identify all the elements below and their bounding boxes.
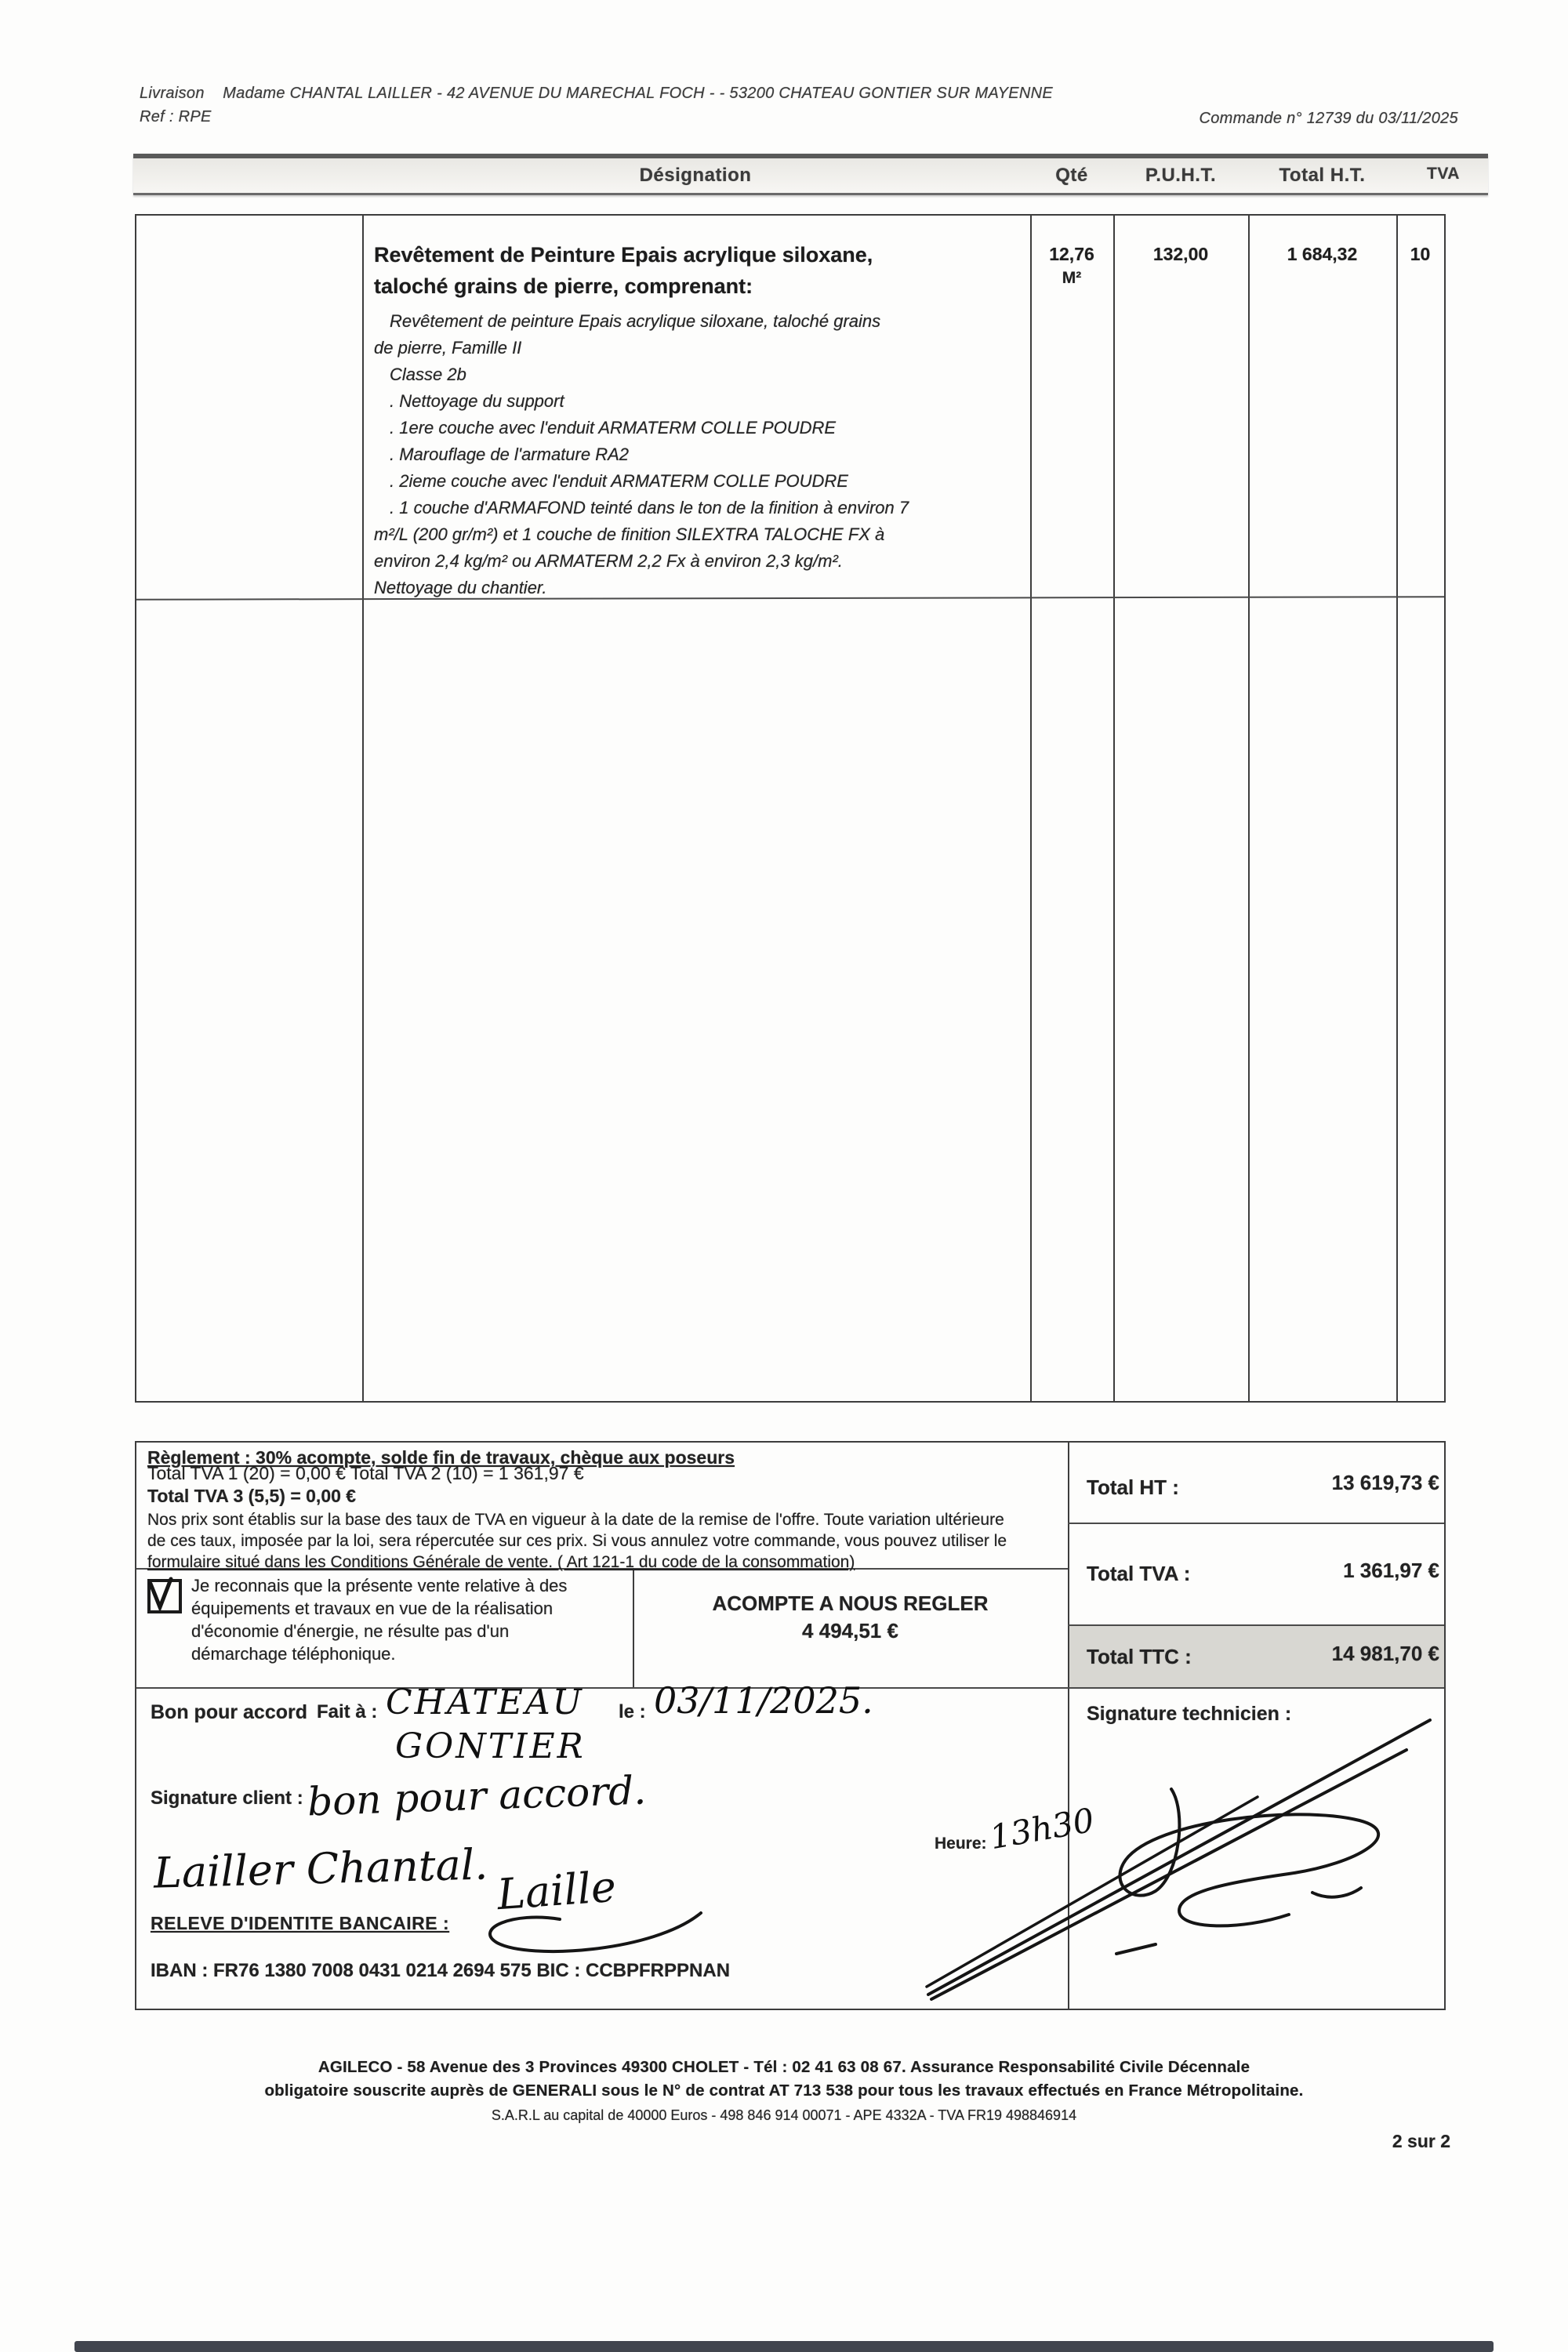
signature-technicien-label: Signature technicien : (1087, 1703, 1292, 1725)
column-header-totalht: Total H.T. (1279, 165, 1366, 186)
item-detail-line: . 1 couche d'ARMAFOND teinté dans le ton de la finition à environ 7 (390, 498, 909, 517)
client-signature-flourish (466, 1882, 717, 1960)
item-detail-line: . 2ieme couche avec l'enduit ARMATERM COLLE POUDRE (390, 471, 848, 491)
item-unit: M² (1062, 269, 1082, 287)
column-header-puht: P.U.H.T. (1145, 165, 1217, 186)
order-number-line: Commande n° 12739 du 03/11/2025 (1199, 110, 1458, 127)
total-tva-value: 1 361,97 € (1343, 1559, 1439, 1582)
ref-line: Ref : RPE (140, 108, 212, 125)
column-divider (1396, 216, 1398, 1401)
item-qty: 12,76 (1049, 244, 1094, 264)
column-header-tva: TVA (1427, 165, 1460, 183)
fait-a-handwritten-line1: CHATEAU (386, 1682, 584, 1722)
total-ttc-value: 14 981,70 € (1331, 1642, 1439, 1665)
footer-company-line: AGILECO - 58 Avenue des 3 Provinces 49300 CHOLET - Tél : 02 41 63 08 67. Assurance Responsabilité Civile Décennale (318, 2058, 1250, 2076)
total-ht-label: Total HT : (1087, 1475, 1179, 1499)
attestation-line: Je reconnais que la présente vente relative à des (191, 1576, 568, 1595)
attestation-line: d'économie d'énergie, ne résulte pas d'un (191, 1621, 510, 1641)
item-detail-line: Classe 2b (390, 365, 466, 384)
tva-conditions-line2: de ces taux, imposée par la loi, sera répercutée sur ces prix. Si vous annulez votre commande, vous pouvez utiliser le (147, 1532, 1007, 1550)
item-tva-rate: 10 (1410, 244, 1431, 264)
reglement-cell (147, 1447, 1057, 1573)
date-handwritten: 03/11/2025. (654, 1679, 873, 1722)
column-divider (1113, 216, 1115, 1401)
summary-rule (1068, 1687, 1444, 1689)
item-puht: 132,00 (1152, 244, 1209, 264)
item-totalht: 1 684,32 (1287, 244, 1358, 264)
acompte-label: ACOMPTE A NOUS REGLER (712, 1592, 989, 1615)
page-number: 2 sur 2 (1392, 2131, 1450, 2151)
tva-conditions-line1: Nos prix sont établis sur la base des taux de TVA en vigueur à la date de la remise de l'offre. Toute variation ultérieure (147, 1511, 1004, 1529)
acompte-amount: 4 494,51 € (802, 1619, 898, 1642)
total-tva-label: Total TVA : (1087, 1562, 1191, 1585)
summary-rule (136, 1687, 1068, 1689)
footer-legal-line: S.A.R.L au capital de 40000 Euros - 498 846 914 00071 - APE 4332A - TVA FR19 498846914 (491, 2107, 1077, 2123)
item-detail-line: m²/L (200 gr/m²) et 1 couche de finition SILEXTRA TALOCHE FX à (374, 524, 885, 544)
heure-label: Heure: (935, 1835, 987, 1853)
rib-title: RELEVE D'IDENTITE BANCAIRE : (151, 1913, 450, 1933)
technicien-signature-flourish (920, 1695, 1444, 2009)
iban-line: IBAN : FR76 1380 7008 0431 0214 2694 575 BIC : CCBPFRPPNAN (151, 1960, 731, 1981)
client-scribble-signature: Laille (495, 1861, 618, 1920)
mention-handwritten: bon pour accord. (307, 1767, 647, 1825)
summary-rule (1068, 1523, 1444, 1524)
summary-box (135, 1441, 1446, 2010)
scan-artifact-bar (74, 2341, 1494, 2352)
total-ht-value: 13 619,73 € (1331, 1471, 1439, 1494)
item-detail-line: . Marouflage de l'armature RA2 (390, 445, 630, 464)
total-ttc-label: Total TTC : (1087, 1645, 1192, 1668)
item-title-line1: Revêtement de Peinture Epais acrylique siloxane, (374, 243, 873, 267)
item-detail-line: Revêtement de peinture Epais acrylique siloxane, taloché grains (390, 311, 881, 331)
checkbox-icon (147, 1579, 182, 1613)
tva-breakdown-line2: Total TVA 3 (5,5) = 0,00 € (147, 1486, 357, 1506)
heure-handwritten: 13h30 (986, 1800, 1098, 1857)
attestation-cell (147, 1574, 626, 1665)
reglement-line: Règlement : 30% acompte, solde fin de travaux, chèque aux poseurs (147, 1447, 735, 1468)
acompte-cell (633, 1592, 1068, 1643)
column-divider (1248, 216, 1250, 1401)
tva-conditions-line3: formulaire situé dans les Conditions Générale de vente. ( Art 121-1 du code de la consommation) (147, 1553, 855, 1571)
item-detail-line: . 1ere couche avec l'enduit ARMATERM COLLE POUDRE (390, 418, 837, 437)
delivery-label: Livraison (140, 85, 205, 102)
attestation-line: démarchage téléphonique. (191, 1644, 396, 1664)
items-table (135, 214, 1446, 1403)
item-detail-line: Nettoyage du chantier. (374, 578, 547, 597)
item-title-line2: taloché grains de pierre, comprenant: (374, 274, 753, 298)
footer-insurance-line: obligatoire souscrite auprès de GENERALI sous le N° de contrat AT 713 538 pour tous les travaux effectués en France Métropolitaine. (264, 2082, 1304, 2100)
fait-a-label: Fait à : (317, 1701, 378, 1722)
delivery-value: Madame CHANTAL LAILLER - 42 AVENUE DU MARECHAL FOCH - - 53200 CHATEAU GONTIER SUR MAYENNE (223, 85, 1054, 102)
signature-client-label: Signature client : (151, 1788, 303, 1809)
table-header-band (133, 154, 1488, 195)
le-label: le : (619, 1701, 646, 1722)
item-detail-line: environ 2,4 kg/m² ou ARMATERM 2,2 Fx à environ 2,3 kg/m². (374, 551, 843, 571)
item-designation-cell (374, 239, 1033, 601)
column-header-qty: Qté (1055, 165, 1088, 186)
fait-a-handwritten-line2: GONTIER (395, 1726, 586, 1766)
column-divider (362, 216, 364, 1401)
item-detail-line: de pierre, Famille II (374, 338, 522, 358)
bon-pour-accord-label: Bon pour accord (151, 1701, 308, 1723)
item-detail-line: . Nettoyage du support (390, 391, 564, 411)
column-header-designation: Désignation (639, 165, 752, 186)
tva-breakdown-line1: Total TVA 1 (20) = 0,00 € Total TVA 2 (10) = 1 361,97 € (147, 1463, 584, 1483)
delivery-line (140, 85, 1053, 103)
client-name-signature: Lailler Chantal. (153, 1839, 488, 1898)
attestation-line: équipements et travaux en vue de la réalisation (191, 1599, 554, 1618)
